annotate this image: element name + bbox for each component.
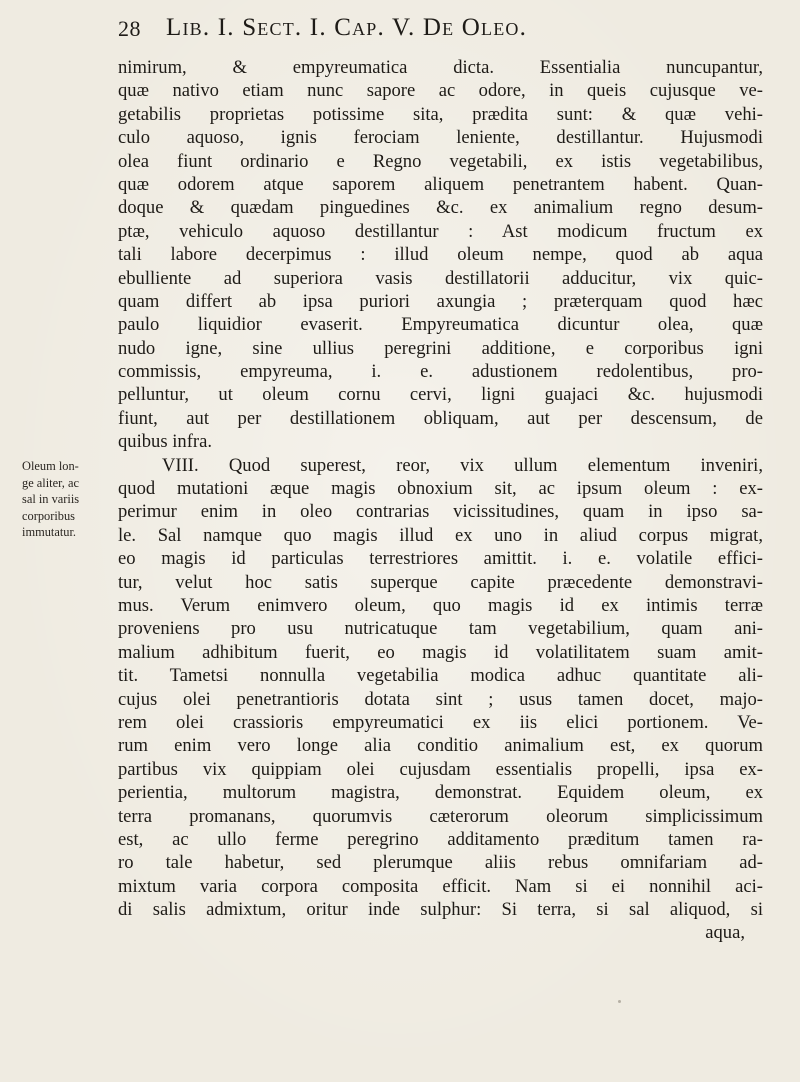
text-line: quam differt ab ipsa puriori axungia ; præterquam quod hæc: [118, 290, 763, 312]
text-line: di salis admixtum, oritur inde sulphur: Si terra, si sal aliquod, si: [118, 899, 763, 921]
text-line: getabilis proprietas potissime sita, prædita sunt: & quæ vehi-: [118, 103, 763, 125]
running-head: Lib. I. Sect. I. Cap. V. De Oleo.: [166, 14, 528, 41]
text-line: malium adhibitum fuerit, eo magis id volatilitatem suam amit-: [118, 641, 763, 663]
margin-note-line: corporibus: [22, 508, 75, 523]
page-number: 28: [118, 16, 141, 41]
text-line: nimirum, & empyreumatica dicta. Essentialia nuncupantur,: [118, 57, 763, 78]
text-line: le. Sal namque quo magis illud ex uno in aliud corpus migrat,: [118, 524, 763, 546]
text-line: eo magis id particulas terrestriores amittit. i. e. volatile effici-: [118, 548, 763, 570]
text-line: cujus olei penetrantioris dotata sint ; usus tamen docet, majo-: [118, 688, 763, 710]
text-line: ro tale habetur, sed plerumque aliis rebus omnifariam ad-: [118, 852, 763, 874]
text-line: ebulliente ad superiora vasis destillatorii adducitur, vix quic-: [118, 267, 763, 289]
text-line: partibus vix quippiam olei cujusdam essentialis propelli, ipsa ex-: [118, 758, 763, 780]
page-header: [118, 14, 758, 44]
text-line: fiunt, aut per destillationem obliquam, aut per descensum, de: [118, 407, 763, 429]
text-line: rum enim vero longe alia conditio animalium est, ex quorum: [118, 735, 763, 757]
margin-note-line: Oleum lon-: [22, 459, 79, 473]
text-line: perientia, multorum magistra, demonstrat. Equidem oleum, ex: [118, 782, 763, 804]
body-text: [118, 56, 763, 944]
paragraph-start-line: VIII. Quod superest, reor, vix ullum elementum inveniri,: [162, 454, 763, 476]
text-line: tit. Tametsi nonnulla vegetabilia modica adhuc quantitate ali-: [118, 665, 763, 687]
margin-note-line: immutatur.: [22, 525, 77, 540]
text-line: quod mutationi æque magis obnoxium sit, ac ipsum oleum : ex-: [118, 478, 763, 500]
text-line: doque & quædam pinguedines &c. ex animalium regno desum-: [118, 197, 763, 219]
text-line: quæ nativo etiam nunc sapore ac odore, in queis cujusque ve-: [118, 80, 763, 102]
text-line: mixtum varia corpora composita efficit. Nam si ei nonnihil aci-: [118, 875, 763, 897]
text-line: nudo igne, sine ullius peregrini additione, e corporibus igni: [118, 337, 763, 359]
paragraph-end-line: quibus infra.: [118, 431, 212, 453]
text-line: quæ odorem atque saporem aliquem penetrantem habent. Quan-: [118, 173, 763, 195]
margin-note-line: ge aliter, ac: [22, 475, 79, 490]
text-line: tur, velut hoc satis superque capite præcedente demonstravi-: [118, 571, 763, 593]
paper-speck: [618, 1000, 621, 1003]
margin-note: [22, 458, 120, 541]
margin-note-line: sal in variis: [22, 492, 80, 507]
text-line: pelluntur, ut oleum cornu cervi, ligni guajaci &c. hujusmodi: [118, 384, 763, 406]
text-line: ptæ, vehiculo aquoso destillantur : Ast modicum fructum ex: [118, 220, 763, 242]
catchword-line: [118, 921, 763, 944]
text-line: proveniens pro usu nutricatuque tam vegetabilium, quam ani-: [118, 618, 763, 640]
text-line: perimur enim in oleo contrarias vicissitudines, quam in ipso sa-: [118, 501, 763, 523]
text-line: mus. Verum enimvero oleum, quo magis id ex intimis terræ: [118, 594, 763, 616]
text-line: rem olei crassioris empyreumatici ex iis elici portionem. Ve-: [118, 711, 763, 733]
text-line: terra promanans, quorumvis cæterorum oleorum simplicissimum: [118, 805, 763, 827]
catchword: aqua,: [705, 922, 745, 944]
text-line: paulo liquidior evaserit. Empyreumatica dicuntur olea, quæ: [118, 314, 763, 336]
text-line: culo aquoso, ignis ferociam leniente, destillantur. Hujusmodi: [118, 127, 763, 149]
text-line: tali labore decerpimus : illud oleum nempe, quod ab aqua: [118, 244, 763, 266]
text-line: est, ac ullo ferme peregrino additamento præditum tamen ra-: [118, 828, 763, 850]
text-line: olea fiunt ordinario e Regno vegetabili, ex istis vegetabilibus,: [118, 150, 763, 172]
text-line: commissis, empyreuma, i. e. adustionem redolentibus, pro-: [118, 361, 763, 383]
